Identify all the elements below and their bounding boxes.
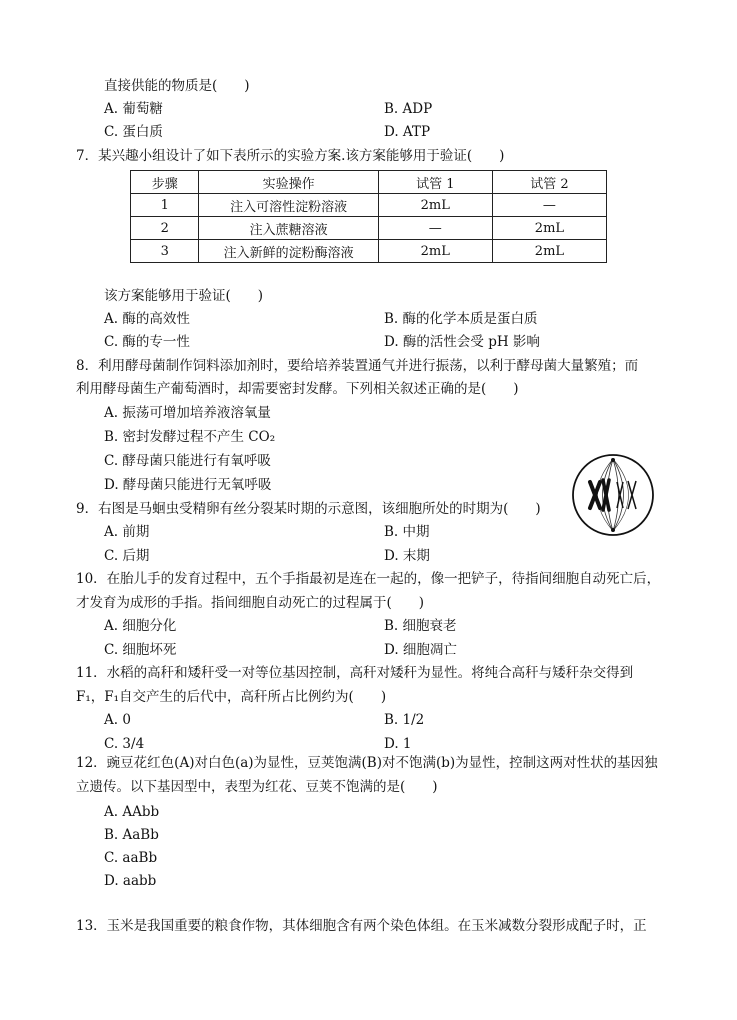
- table-cell: 3: [131, 240, 199, 263]
- q10-option-b: B. 细胞衰老: [384, 618, 457, 634]
- table-cell: 2mL: [492, 240, 606, 263]
- q9-option-d: D. 末期: [384, 548, 430, 564]
- q11-stem-line1: 11．水稻的高秆和矮秆受一对等位基因控制，高秆对矮秆为显性。将纯合高秆与矮秆杂交得到: [76, 665, 634, 681]
- q12-option-c: C. aaBb: [104, 850, 158, 866]
- q12-option-d: D. aabb: [104, 873, 157, 889]
- table-cell: 1: [131, 194, 199, 217]
- q7-option-a: A. 酶的高效性: [104, 311, 190, 327]
- q9-option-b: B. 中期: [384, 524, 430, 540]
- table-header: 试管 1: [378, 171, 492, 194]
- table-cell: 注入可溶性淀粉溶液: [199, 194, 378, 217]
- q10-stem-line2: 才发育为成形的手指。指间细胞自动死亡的过程属于( ): [76, 595, 425, 611]
- q8-option-b: B. 密封发酵过程不产生 CO₂: [104, 429, 276, 445]
- q7-option-d: D. 酶的活性会受 pH 影响: [384, 334, 540, 350]
- q8-option-c: C. 酵母菌只能进行有氧呼吸: [104, 453, 271, 469]
- q11-option-a: A. 0: [104, 712, 131, 728]
- table-cell: 2: [131, 217, 199, 240]
- q11-option-b: B. 1/2: [384, 712, 425, 728]
- table-cell: —: [492, 194, 606, 217]
- q8-option-a: A. 振荡可增加培养液溶氧量: [104, 405, 271, 421]
- q7-after-table: 该方案能够用于验证( ): [104, 288, 264, 304]
- table-cell: 注入蔗糖溶液: [199, 217, 378, 240]
- q12-option-b: B. AaBb: [104, 827, 159, 843]
- q12-option-a: A. AAbb: [104, 804, 160, 820]
- cell-mitosis-icon: [570, 452, 656, 538]
- table-row: [131, 240, 607, 263]
- q10-stem-line1: 10．在胎儿手的发育过程中，五个手指最初是连在一起的，像一把铲子，待指间细胞自动死亡后，: [76, 571, 661, 587]
- q8-stem-line1: 8．利用酵母菌制作饲料添加剂时，要给培养装置通气并进行振荡，以利于酵母菌大量繁殖；而: [76, 358, 639, 374]
- table-cell: 2mL: [378, 194, 492, 217]
- q7-option-b: B. 酶的化学本质是蛋白质: [384, 311, 538, 327]
- q9-option-a: A. 前期: [104, 524, 150, 540]
- q13-stem: 13．玉米是我国重要的粮食作物，其体细胞含有两个染色体组。在玉米减数分裂形成配子时，正: [76, 918, 647, 934]
- q9-option-c: C. 后期: [104, 548, 150, 564]
- q8-stem-line2: 利用酵母菌生产葡萄酒时，却需要密封发酵。下列相关叙述正确的是( ): [76, 381, 519, 397]
- table-row: [131, 217, 607, 240]
- experiment-table: [130, 170, 607, 263]
- q6-option-a: A. 葡萄糖: [104, 101, 163, 117]
- q8-option-d: D. 酵母菌只能进行无氧呼吸: [104, 477, 272, 493]
- table-cell: 注入新鲜的淀粉酶溶液: [199, 240, 378, 263]
- cell-mitosis-figure: [570, 452, 656, 538]
- q12-stem-line1: 12．豌豆花红色(A)对白色(a)为显性，豆荚饱满(B)对不饱满(b)为显性，控制这两对性状的基因独: [76, 755, 658, 771]
- table-cell: 2mL: [492, 217, 606, 240]
- table-header: 实验操作: [199, 171, 378, 194]
- table-cell: 2mL: [378, 240, 492, 263]
- q10-option-c: C. 细胞坏死: [104, 642, 177, 658]
- q11-option-d: D. 1: [384, 736, 412, 752]
- q7-option-c: C. 酶的专一性: [104, 334, 190, 350]
- table-header: 试管 2: [492, 171, 606, 194]
- table-header-row: [131, 171, 607, 194]
- q6-stem: 直接供能的物质是( ): [104, 78, 250, 94]
- table-header: 步骤: [131, 171, 199, 194]
- q11-option-c: C. 3/4: [104, 736, 145, 752]
- table-row: [131, 194, 607, 217]
- q10-option-a: A. 细胞分化: [104, 618, 177, 634]
- q6-option-c: C. 蛋白质: [104, 124, 163, 140]
- q6-option-d: D. ATP: [384, 124, 431, 140]
- q11-stem-line2: F₁，F₁自交产生的后代中，高秆所占比例约为( ): [76, 689, 387, 705]
- table-cell: —: [378, 217, 492, 240]
- q6-option-b: B. ADP: [384, 101, 433, 117]
- q12-stem-line2: 立遗传。以下基因型中，表型为红花、豆荚不饱满的是( ): [76, 779, 438, 795]
- q10-option-d: D. 细胞凋亡: [384, 642, 457, 658]
- q7-stem: 7．某兴趣小组设计了如下表所示的实验方案.该方案能够用于验证( ): [76, 148, 505, 164]
- q9-stem: 9．右图是马蛔虫受精卵有丝分裂某时期的示意图，该细胞所处的时期为( ): [76, 501, 541, 517]
